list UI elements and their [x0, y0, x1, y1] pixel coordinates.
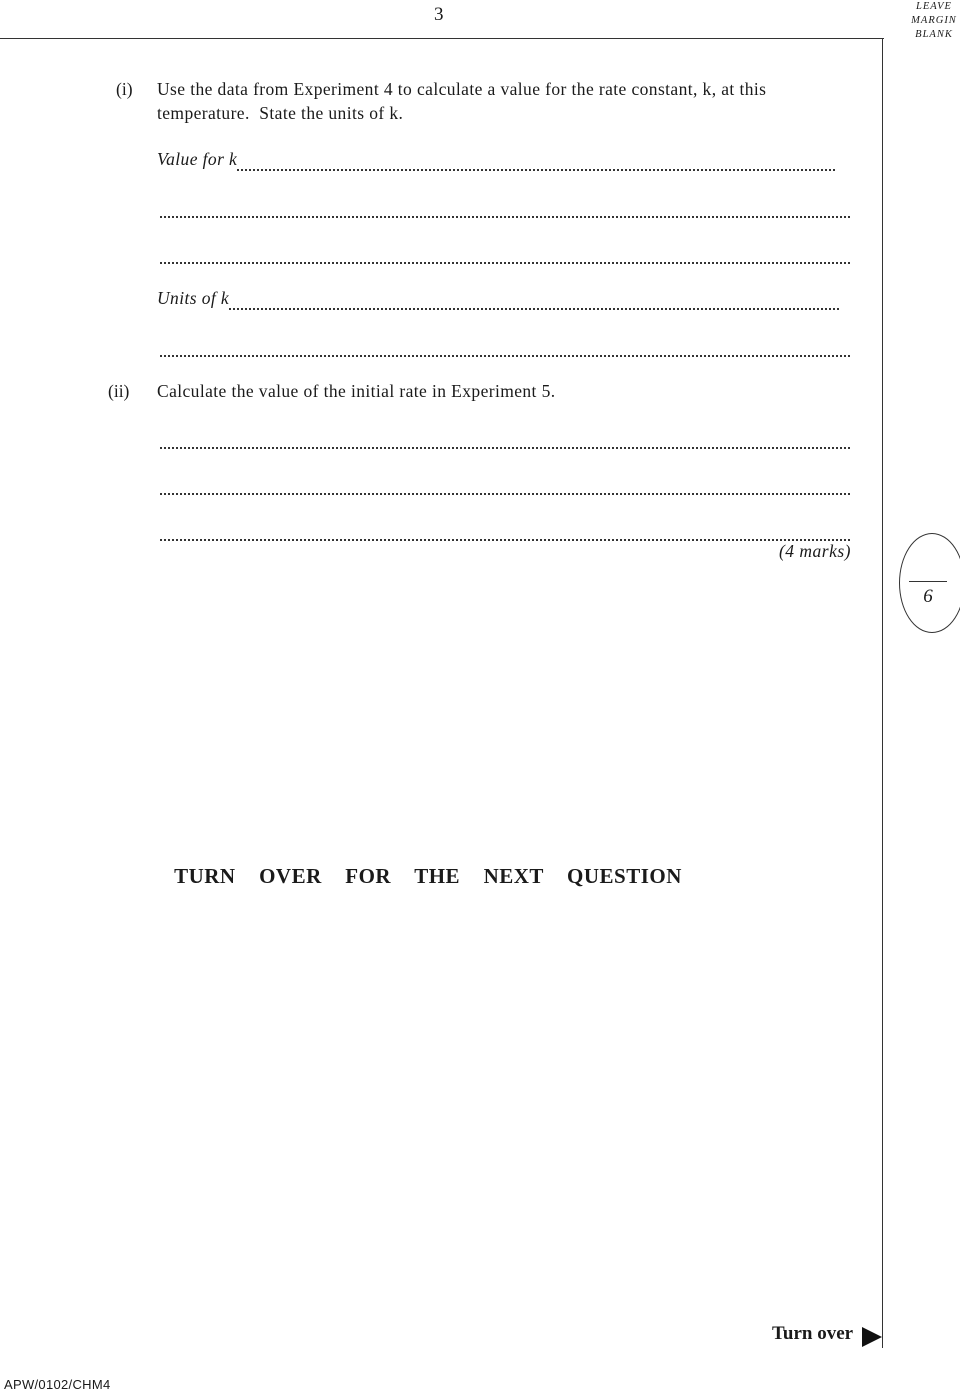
answer-dots — [160, 198, 850, 218]
answer-line[interactable] — [160, 517, 850, 541]
units-of-k-label: Units of k — [157, 288, 230, 308]
value-for-k-answer-line[interactable] — [157, 147, 835, 171]
question-i-text-line-1: Use the data from Experiment 4 to calculate a value for the rate constant, k, at this — [157, 79, 767, 99]
units-of-k-answer-line[interactable] — [157, 286, 839, 310]
score-divider — [909, 581, 947, 582]
top-rule — [0, 38, 884, 39]
answer-line[interactable] — [160, 333, 850, 357]
answer-line[interactable] — [160, 425, 850, 449]
turn-over-next-question-heading: TURN OVER FOR THE NEXT QUESTION — [174, 864, 682, 888]
question-i-text — [157, 77, 857, 125]
margin-note-line-3: BLANK — [915, 29, 953, 40]
answer-line[interactable] — [160, 240, 850, 264]
question-ii-text: Calculate the value of the initial rate in Experiment 5. — [157, 381, 556, 401]
margin-rule — [882, 38, 883, 1348]
answer-dots — [160, 244, 850, 264]
answer-dots — [160, 475, 850, 495]
question-i-text-line-2: temperature. State the units of k. — [157, 103, 404, 123]
score-total: 6 — [923, 586, 933, 607]
paper-code: APW/0102/CHM4 — [4, 1377, 111, 1392]
margin-note-line-2: MARGIN — [911, 15, 957, 26]
answer-line[interactable] — [160, 471, 850, 495]
answer-dots — [160, 521, 850, 541]
question-i-label: (i) — [116, 79, 133, 99]
answer-line[interactable] — [160, 194, 850, 218]
question-ii-label: (ii) — [108, 381, 130, 401]
page-number: 3 — [434, 4, 444, 25]
arrow-right-icon — [862, 1327, 882, 1347]
score-circle — [899, 533, 960, 633]
margin-note-line-1: LEAVE — [916, 1, 952, 12]
answer-dots — [229, 290, 839, 310]
value-for-k-label: Value for k — [157, 149, 238, 169]
answer-dots — [160, 337, 850, 357]
turn-over-text: Turn over — [772, 1323, 854, 1344]
leave-margin-blank-note — [906, 0, 960, 42]
answer-dots — [237, 151, 835, 171]
marks-allocation: (4 marks) — [778, 541, 851, 561]
answer-dots — [160, 429, 850, 449]
